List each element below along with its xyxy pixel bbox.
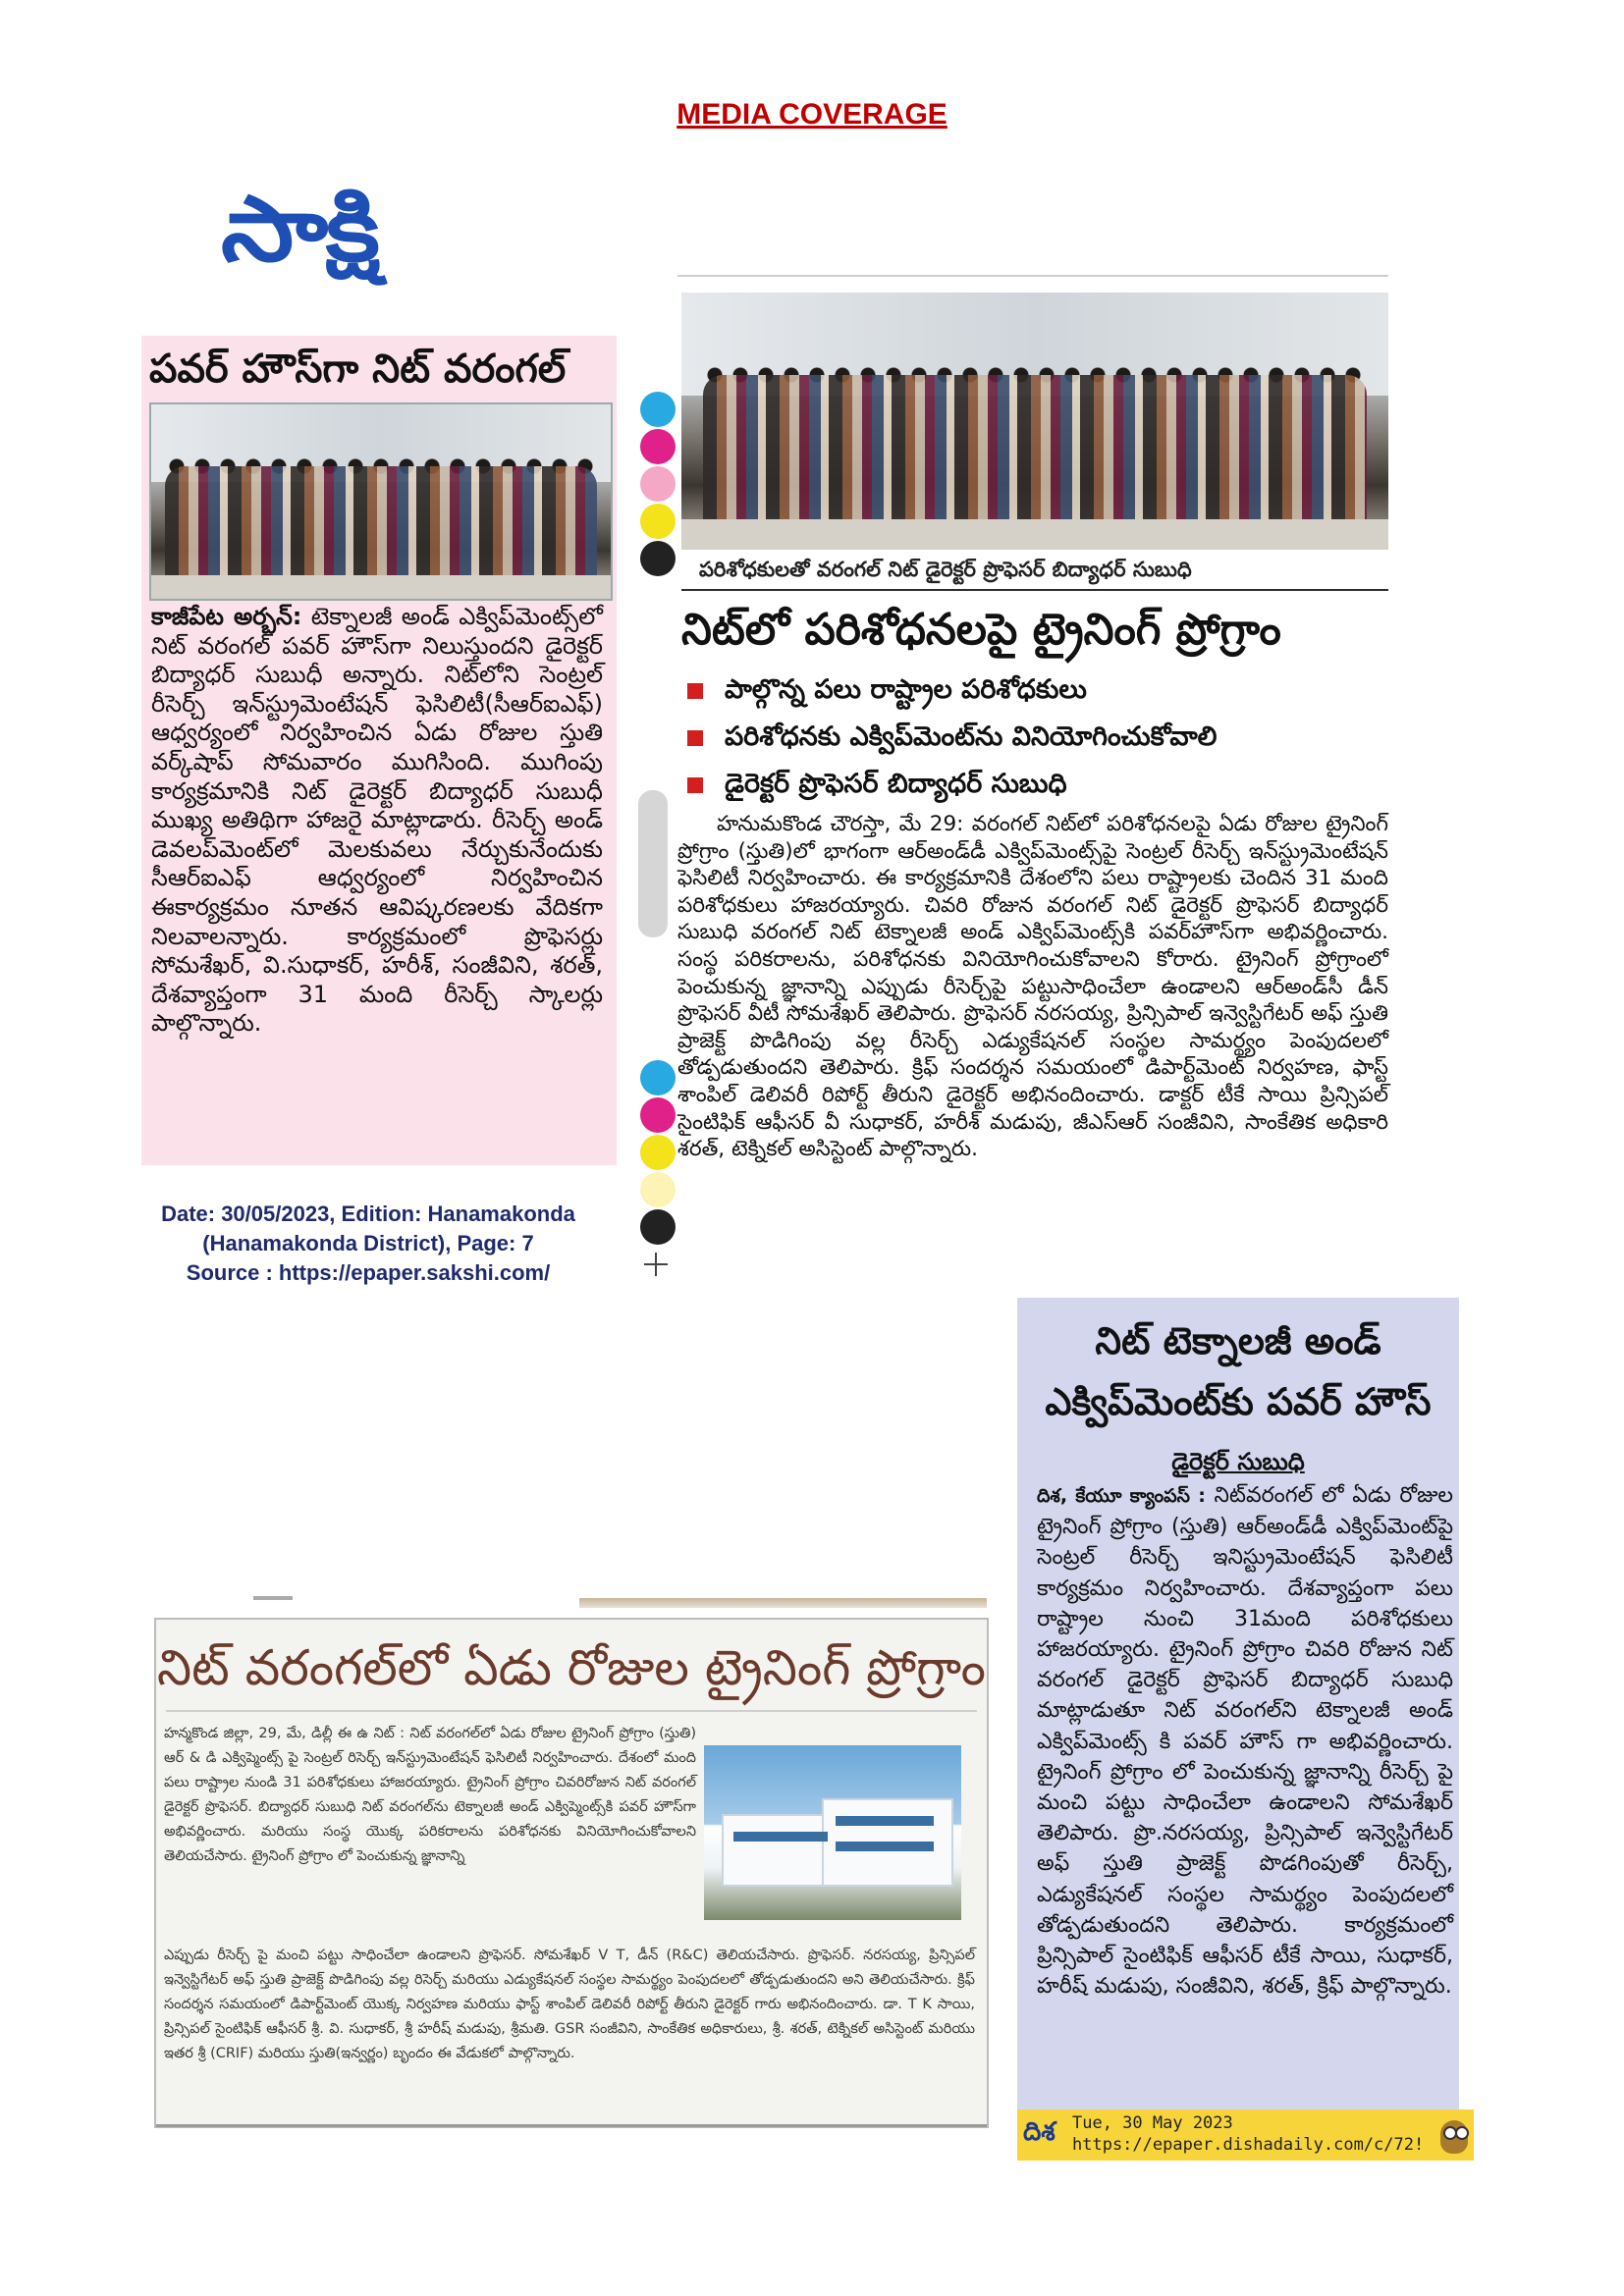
disha-article-body	[1037, 1480, 1453, 2002]
sakshi-clipping	[141, 336, 617, 1165]
register-dot-cream	[640, 1172, 676, 1207]
sakshi-headline: పవర్ హౌస్‌గా నిట్ వరంగల్	[149, 347, 567, 392]
main-bullet-1: పాల్గొన్న పలు రాష్ట్రాల పరిశోధకులు	[687, 674, 1394, 712]
page-heading: MEDIA COVERAGE	[677, 98, 947, 131]
sakshi-dateline: కాజీపేట అర్బన్:	[151, 603, 302, 630]
sakshi-body-text: టెక్నాలజీ అండ్ ఎక్విప్‌మెంట్స్‌లో నిట్ వరంగల్ పవర్ హౌస్‌గా నిలుస్తుందని డైరెక్టర్ బిద్యాధర్ సుబుధీ అన్నారు. నిట్‌లోని సెంట్రల్ రీసెర్చ్ ఇన్‌స్ట్రుమెంటేషన్ ఫెసిలిటీ(సీఆర్ఐఎఫ్) ఆధ్వర్యంలో నిర్వహించిన ఏడు రోజుల స్తుతి వర్క్‌షాప్ సోమవారం ముగిసింది. ముగింపు కార్యక్రమానికి నిట్ డైరెక్టర్ బిద్యాధర్ సుబుధీ ముఖ్య అతిథిగా హాజరై మాట్లాడారు. రీసెర్చ్ అండ్ డెవలప్‌మెంట్‌లో మెలకువలు నేర్చుకునేందుకు సీఆర్ఐఎఫ్ ఆధ్వర్యంలో నిర్వహించిన ఈకార్యక్రమం నూతన ఆవిష్కరణలకు వేదికగా నిలవాలన్నారు. కార్యక్రమంలో ప్రొఫెసర్లు సోమశేఖర్, వి.సుధాకర్, హరీశ్, సంజీవిని, శరత్, దేశవ్యాప్తంగా 31 మంది రీసెర్చ్ స్కాలర్లు పాల్గొన్నారు.	[151, 603, 603, 1038]
register-dot-cyan-2	[640, 1060, 676, 1095]
main-article-topline	[677, 275, 1388, 277]
register-dot-magenta-2	[640, 1097, 676, 1133]
disha-headline-line1: నిట్ టెక్నాలజీ అండ్	[1095, 1319, 1381, 1362]
sakshi-logo: సాక్షి	[221, 177, 378, 282]
sakshi-group-photo	[149, 402, 613, 601]
bullet-square-icon	[687, 777, 703, 793]
scan-topline	[579, 1598, 987, 1608]
disha-url: https://epaper.dishadaily.com/c/72!	[1072, 2135, 1425, 2155]
register-dot-magenta	[640, 429, 676, 464]
scan-para-2: ఎప్పుడు రీసెర్చ్ పై మంచి పట్టు సాధించేలా ఉండాలని ప్రొఫెసర్. సోమశేఖర్ V T, డీన్ (R&C) తెలియచేసారు. ప్రొఫెసర్. నరసయ్య, ప్రిన్సిపల్ ఇన్వెస్టిగేటర్ అఫ్ స్తుతి ప్రాజెక్ట్ పొడిగింపు వల్ల రిసెర్చ్ మరియు ఎడ్యుకేషనల్ సంస్థల సామర్థ్యం పెంపుదలలో తోడ్పడుతుందని అని తెలియచేసారు. క్రిఫ్ సందర్శన సమయంలో డిపార్ట్‌మెంట్ యొక్క నిర్వహణ మరియు ఫాస్ట్ శాంపిల్ డెలివరీ రిపోర్ట్ తీరుని డైరెక్టర్ గారు అభినందించారు. డా. T K సాయి, ప్రిన్సిపల్ సైంటిఫిక్ ఆఫీసర్ శ్రీ. వి. సుధాకర్, శ్రీ హరీష్ మడుపు, శ్రీమతి. GSR సంజీవిని, సాంకేతిక అధికారులు, శ్రీ. శరత్, టెక్నికల్ అసిస్టెంట్ మరియు ఇతర శ్రీ (CRIF) మరియు స్తుతి(ఇన్వర్ణం) బృందం ఈ వేడుకలో పాల్గొన్నారు.	[164, 1948, 975, 2061]
sakshi-source-line: Source : https://epaper.sakshi.com/	[186, 1260, 551, 1285]
register-dot-pink	[640, 466, 676, 502]
disha-dateline: దిశ, కేయూ క్యాంపస్ :	[1037, 1485, 1206, 1507]
scan-title-rule	[166, 1710, 977, 1712]
disha-headline-line2: ఎక్విప్‌మెంట్‌కు పవర్ హౌస్	[1045, 1380, 1432, 1423]
disha-logo: దిశ	[1023, 2117, 1056, 2147]
scan-building-photo	[704, 1745, 961, 1920]
sakshi-date-source	[118, 1200, 619, 1288]
register-dot-yellow	[640, 504, 676, 539]
main-article-group-photo	[681, 293, 1388, 550]
bullet-square-icon	[687, 730, 703, 746]
scan-headline: నిట్ వరంగల్‌లో ఏడు రోజుల ట్రైనింగ్ ప్రోగ్రాం	[156, 1639, 987, 1696]
scan-clipping	[154, 1618, 989, 2128]
owl-mascot-icon	[1437, 2114, 1471, 2156]
sakshi-date-line: Date: 30/05/2023, Edition: Hanamakonda	[161, 1201, 575, 1226]
scan-para-1: హన్మకొండ జిల్లా, 29, మే, డిల్లీ ఈ ఉ నిట్ : నిట్ వరంగల్‌లో ఏడు రోజుల ట్రైనింగ్ ప్రోగ్రాం (స్తుతి) ఆర్ & డి ఎక్విప్మెంట్స్ పై సెంట్రల్ రిసెర్చ్ ఇన్‌స్ట్రుమెంటేషన్ ఫెసిలిటీ నిర్వహించారు. దేశంలో మంది పలు రాష్ట్రాల నుండి 31 పరిశోధకులు హాజరయ్యారు. ట్రైనింగ్ ప్రోగ్రాం చివరిరోజున నిట్ వరంగల్ డైరెక్టర్ ప్రొఫెసర్. బిద్యాధర్ సుబుధి నిట్ వరంగల్‌ను టెక్నాలజీ అండ్ ఎక్విప్మెంట్స్‌కి పవర్ హౌస్‌గా అభివర్ణించారు. మరియు సంస్థ యొక్క పరికరాలను పరిశోధనకు వినియోగించుకోవాలని తెలియచేసారు. ట్రైనింగ్ ప్రోగ్రాం లో పెంచుకున్న జ్ఞానాన్ని	[164, 1726, 696, 1864]
sakshi-article-body	[151, 603, 603, 1039]
main-photo-caption: పరిశోధకులతో వరంగల్ నిట్ డైరెక్టర్ ప్రొఫెసర్ బిద్యాధర్ సుబుధి	[699, 558, 1192, 581]
disha-clipping	[1017, 1298, 1459, 2137]
sakshi-district-line: (Hanamakonda District), Page: 7	[202, 1231, 534, 1255]
main-bullet-2: పరిశోధనకు ఎక్విప్‌మెంట్‌ను వినియోగించుకోవాలి	[687, 721, 1394, 759]
main-bullet-3: డైరెక్టర్ ప్రొఫెసర్ బిద్యాధర్ సుబుధి	[687, 769, 1394, 806]
disha-body-text: నిట్‌వరంగల్ లో ఏడు రోజుల ట్రైనింగ్ ప్రోగ్రాం (స్తుతి) ఆర్అండ్‌డీ ఎక్విప్‌మెంట్‌పై సెంట్రల్ రీసెర్చ్ ఇనిస్ట్రుమెంటేషన్ ఫెసిలిటీ కార్యక్రమం నిర్వహించారు. దేశవ్యాప్తంగా పలు రాష్ట్రాల నుంచి 31మంది పరిశోధకులు హాజరయ్యారు. ట్రైనింగ్ ప్రోగ్రాం చివరి రోజున నిట్ వరంగల్ డైరెక్టర్ ప్రొఫెసర్ బిద్యాధర్ సుబుధి మాట్లాడుతూ నిట్ వరంగల్‌ని టెక్నాలజీ అండ్ ఎక్విప్‌మెంట్స్ కి పవర్ హౌస్ గా అభివర్ణించారు. ట్రైనింగ్ ప్రోగ్రాం లో పెంచుకున్న జ్ఞానాన్ని రీసెర్చ్ పై మంచి పట్టు సాధించేలా ఉండాలని సోమశేఖర్ తెలిపారు. ప్రొ.నరసయ్య, ప్రిన్సిపాల్ ఇన్వెస్టిగేటర్ అఫ్ స్తుతి ప్రాజెక్ట్ పొడగింపుతో రీసెర్చ్, ఎడ్యుకేషనల్ సంస్థల సామర్థ్యం పెంపుదలలో తోడ్పడుతుందని తెలిపారు. కార్యక్రమంలో ప్రిన్సిపాల్ సైంటిఫిక్ ఆఫీసర్ టీకే సాయి, సుధాకర్, హరీష్ మడుపు, సంజీవిని, శరత్, క్రిఫ్ పాల్గొన్నారు.	[1037, 1483, 1453, 2000]
scan-bottom-rule	[156, 2124, 987, 2127]
disha-subhead: డైరెక్టర్ సుబుధి	[1171, 1448, 1305, 1475]
scroll-marker	[638, 790, 668, 937]
register-dot-cyan	[640, 392, 676, 427]
main-article-body: హనుమకొండ చౌరస్తా, మే 29: వరంగల్ నిట్‌లో పరిశోధనలపై ఏడు రోజుల ట్రైనింగ్ ప్రోగ్రాం (స్తుతి)లో భాగంగా ఆర్అండ్‌డీ ఎక్విప్‌మెంట్స్‌పై సెంట్రల్ రీసెర్చ్ ఇన్‌స్ట్రుమెంటేషన్ ఫెసిలిటీ నిర్వహించారు. ఈ కార్యక్రమానికి దేశంలోని పలు రాష్ట్రాలకు చెందిన 31 మంది పరిశోధకులు హాజరయ్యారు. చివరి రోజున వరంగల్ నిట్ డైరెక్టర్ ప్రొఫెసర్ బిద్యాధర్ సుబుధి వరంగల్ నిట్ టెక్నాలజీ అండ్ ఎక్విప్‌మెంట్స్‌కి పవర్‌హౌస్‌గా అభివర్ణించారు. సంస్థ పరికరాలను, పరిశోధనకు వినియోగించుకోవాలని కోరారు. ట్రైనింగ్ ప్రోగ్రాంలో పెంచుకున్న జ్ఞానాన్ని ఎప్పుడు రీసెర్చ్‌పై పట్టుసాధించేలా ఉండాలని ఆర్అండ్‌సీ డీన్ ప్రొఫెసర్ వీటీ సోమశేఖర్ తెలిపారు. ప్రొఫెసర్ నరసయ్య, ప్రిన్సిపాల్ ఇన్వెస్టిగేటర్ అఫ్ స్తుతి ప్రాజెక్ట్ పొడిగింపు వల్ల రీసెర్చ్ ఎడ్యుకేషనల్ సంస్థల సామర్థ్యం పెంపుదలలో తోడ్పడుతుందని తెలిపారు. క్రిఫ్ సందర్శన సమయంలో డిపార్ట్‌మెంట్ నిర్వహణ, ఫాస్ట్ శాంపిల్ డెలివరీ రిపోర్ట్ తీరుని డైరెక్టర్ అభినందించారు. డాక్టర్ టీకే సాయి ప్రిన్సిపల్ సైంటిఫిక్ ఆఫీసర్ వీ సుధాకర్, హరీశ్ మడుపు, జీఎస్ఆర్ సంజీవిని, సాంకేతిక అధికారి శరత్, టెక్నికల్ అసిస్టెంట్ పాల్గొన్నారు.	[677, 812, 1388, 1162]
main-article-headline: నిట్‌లో పరిశోధనలపై ట్రైనింగ్ ప్రోగ్రాం	[681, 605, 1281, 655]
disha-footer-bar	[1017, 2109, 1474, 2161]
crop-mark-icon	[644, 1253, 668, 1276]
caption-rule	[681, 589, 1388, 591]
register-dot-yellow-2	[640, 1135, 676, 1170]
scan-topmarks	[253, 1596, 293, 1600]
register-dot-black	[640, 541, 676, 576]
disha-date: Tue, 30 May 2023	[1072, 2113, 1233, 2133]
bullet-square-icon	[687, 683, 703, 699]
register-dot-black-2	[640, 1209, 676, 1245]
